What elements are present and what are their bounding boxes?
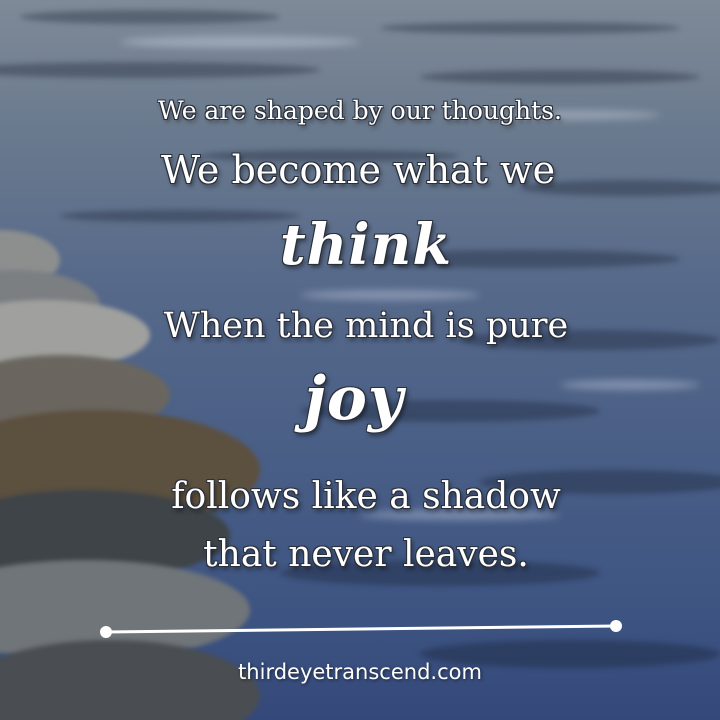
website-url: thirdeyetranscend.com bbox=[238, 660, 482, 684]
divider-line bbox=[100, 616, 622, 640]
quote-line-2: We become what we bbox=[160, 148, 556, 192]
quote-line-4: When the mind is pure bbox=[163, 306, 569, 346]
quote-line-1: We are shaped by our thoughts. bbox=[158, 96, 562, 125]
quote-word-think: think bbox=[279, 212, 453, 278]
quote-line-6: follows like a shadow bbox=[171, 476, 561, 517]
quote-line-7: that never leaves. bbox=[203, 534, 529, 575]
quote-word-joy: joy bbox=[304, 364, 404, 434]
